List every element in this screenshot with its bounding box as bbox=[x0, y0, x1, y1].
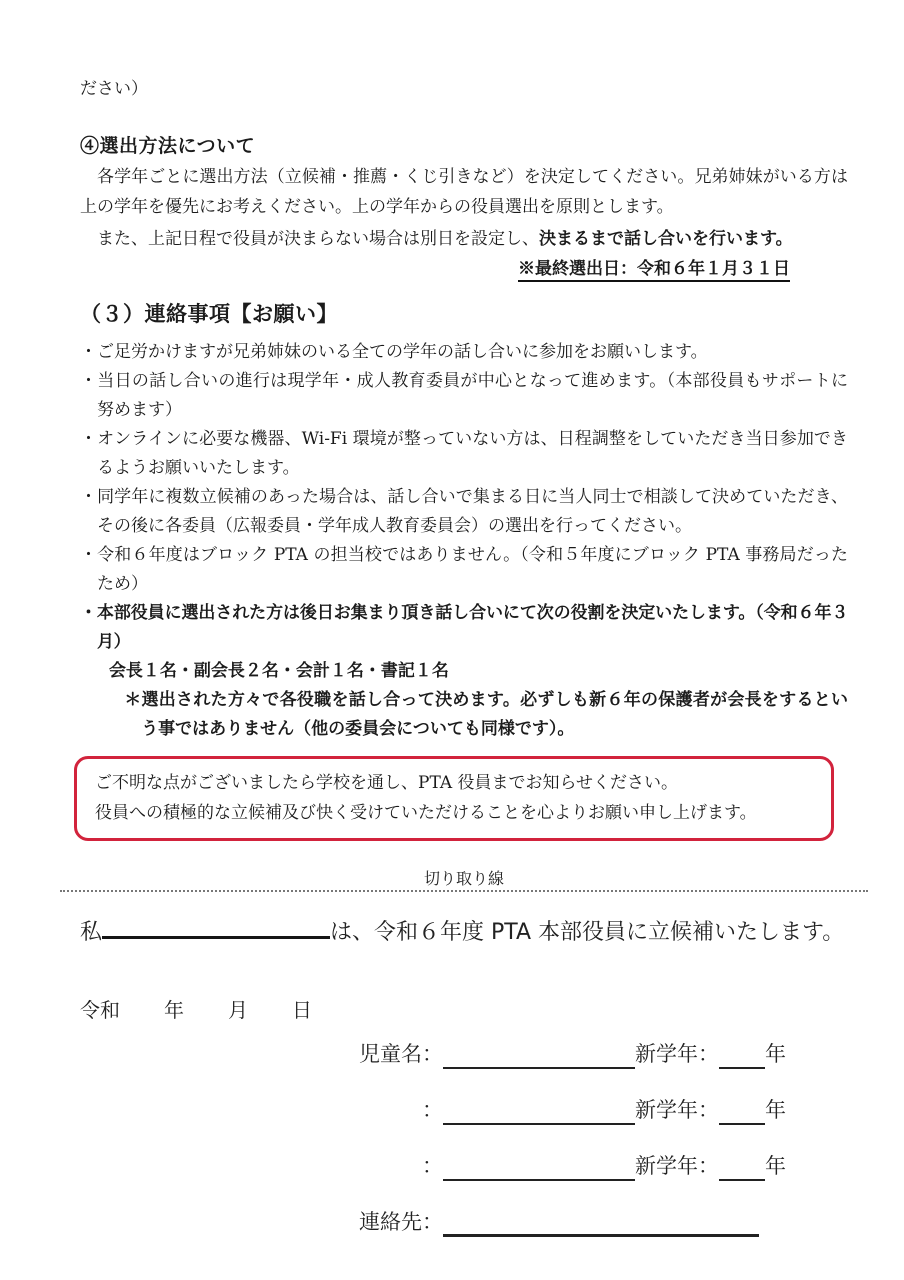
bullet-item: ・令和６年度はブロック PTA の担当校ではありません。（令和５年度にブロック PTA 事務局だったため） bbox=[80, 545, 848, 594]
bullet-item: ・当日の話し合いの進行は現学年・成人教育委員が中心となって進めます。（本部役員もサポートに努めます） bbox=[80, 371, 848, 420]
section4-paragraph2 bbox=[80, 224, 848, 254]
contact-notice-box bbox=[74, 756, 834, 841]
section4-paragraph1: 各学年ごとに選出方法（立候補・推薦・くじ引きなど）を決定してください。兄弟姉妹がいる方は上の学年を優先にお考えください。上の学年からの役員選出を原則とします。 bbox=[80, 167, 848, 217]
date-row bbox=[80, 994, 848, 1023]
bullet-item: ・同学年に複数立候補のあった場合は、話し合いで集まる日に当人同士で相談して決めていただき、その後に各委員（広報委員・学年成人教育委員会）の選出を行ってください。 bbox=[80, 487, 848, 536]
grade-blank bbox=[719, 1041, 765, 1069]
year-suffix-label: 年 bbox=[765, 1154, 786, 1178]
bullet-item: ・ご足労かけますが兄弟姉妹のいる全ての学年の話し合いに参加をお願いします。 bbox=[80, 342, 708, 362]
child-name-blank bbox=[443, 1097, 635, 1125]
declaration-suffix: は、令和６年度 PTA 本部役員に立候補いたします。 bbox=[330, 920, 845, 945]
continuation-text: ださい） bbox=[80, 79, 148, 99]
contact-blank bbox=[443, 1209, 759, 1237]
applicant-name-blank bbox=[102, 936, 330, 939]
candidacy-declaration-line bbox=[80, 916, 848, 950]
notice-line: ご不明な点がございましたら学校を通し、PTA 役員までお知らせください。 bbox=[95, 773, 679, 793]
bullet-item-board-selection: ・本部役員に選出された方は後日お集まり頂き話し合いにて次の役割を決定いたします。（令和６年３月） bbox=[80, 603, 848, 652]
section4-heading: ④選出方法について bbox=[80, 135, 256, 157]
child-name-label: 児童名： bbox=[359, 1042, 443, 1066]
final-selection-date-note: ※最終選出日：令和６年１月３１日 bbox=[80, 254, 790, 284]
new-grade-label: 新学年： bbox=[635, 1154, 719, 1178]
colon-label: ： bbox=[422, 1154, 443, 1178]
child-row bbox=[353, 1095, 848, 1125]
cutline-dotted-rule bbox=[60, 890, 868, 892]
cutline-label: 切り取り線 bbox=[423, 869, 504, 888]
officers-count-line: 会長１名・副会長２名・会計１名・書記１名 bbox=[108, 661, 449, 681]
paragraph2-normal-text: また、上記日程で役員が決まらない場合は別日を設定し、 bbox=[97, 229, 539, 249]
year-suffix-label: 年 bbox=[765, 1098, 786, 1122]
role-decision-note: ＊選出された方々で各役職を話し合って決めます。必ずしも新６年の保護者が会長をするという事ではありません（他の委員会についても同様です）。 bbox=[124, 690, 848, 739]
grade-blank bbox=[719, 1153, 765, 1181]
notes-list bbox=[80, 338, 848, 744]
contact-label: 連絡先： bbox=[359, 1210, 443, 1234]
bullet-item: ・オンラインに必要な機器、Wi-Fi 環境が整っていない方は、日程調整をしていただき当日参加できるようお願いいたします。 bbox=[80, 429, 848, 478]
day-label: 日 bbox=[292, 998, 312, 1022]
new-grade-label: 新学年： bbox=[635, 1042, 719, 1066]
year-label: 年 bbox=[164, 998, 184, 1022]
declaration-prefix: 私 bbox=[80, 920, 103, 945]
child-row bbox=[353, 1039, 848, 1069]
child-name-blank bbox=[443, 1041, 635, 1069]
cutline-section bbox=[80, 869, 848, 892]
child-name-blank bbox=[443, 1153, 635, 1181]
year-suffix-label: 年 bbox=[765, 1042, 786, 1066]
contact-row bbox=[353, 1207, 848, 1237]
new-grade-label: 新学年： bbox=[635, 1098, 719, 1122]
section3-heading: （３）連絡事項【お願い】 bbox=[80, 301, 338, 326]
grade-blank bbox=[719, 1097, 765, 1125]
era-label: 令和 bbox=[80, 998, 120, 1022]
colon-label: ： bbox=[422, 1098, 443, 1122]
child-row bbox=[353, 1151, 848, 1181]
children-form bbox=[80, 1039, 848, 1237]
month-label: 月 bbox=[228, 998, 248, 1022]
paragraph2-bold-emphasis: 決まるまで話し合いを行います。 bbox=[539, 229, 793, 249]
notice-line: 役員への積極的な立候補及び快く受けていただけることを心よりお願い申し上げます。 bbox=[95, 803, 757, 823]
